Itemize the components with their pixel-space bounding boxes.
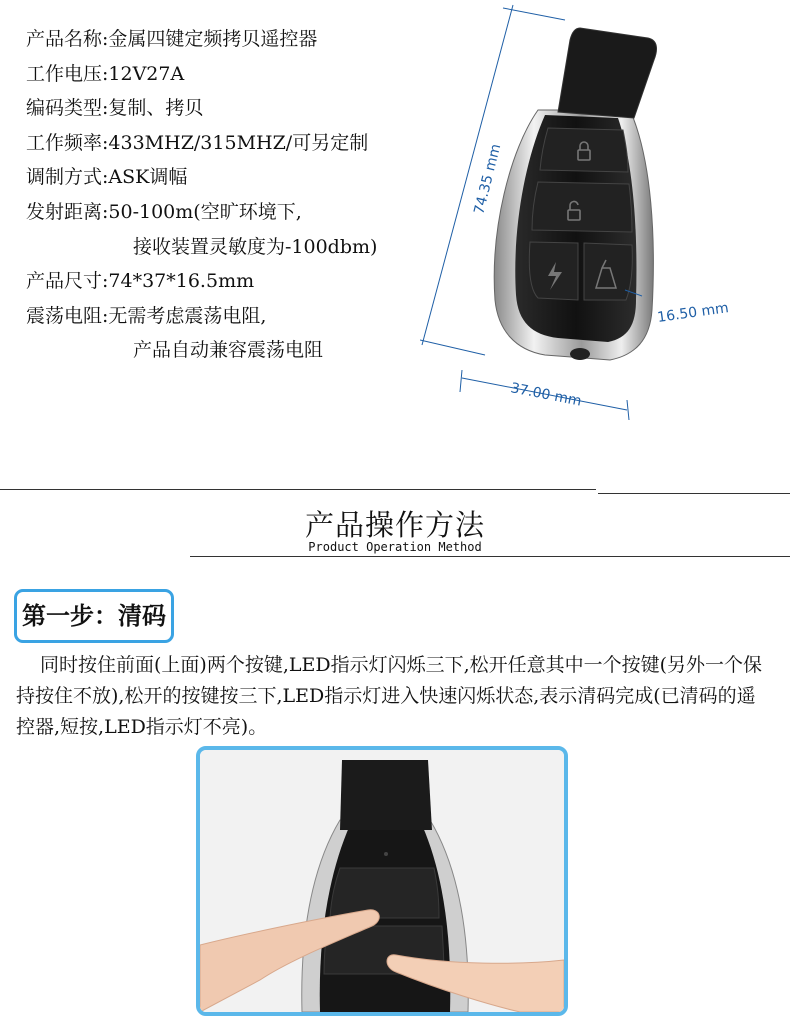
- spec-row-continuation: [26, 230, 456, 265]
- spec-value: 金属四键定频拷贝遥控器: [108, 28, 318, 50]
- spec-label: 产品尺寸:: [26, 270, 109, 293]
- step-1-badge: 第一步：清码: [14, 589, 174, 643]
- spec-label: 震荡电阻:: [26, 304, 109, 327]
- top-divider-right: [598, 493, 790, 494]
- spec-row: [26, 126, 456, 161]
- spec-row: [26, 22, 456, 57]
- title-underline: [190, 556, 790, 557]
- spec-value: 无需考虑震荡电阻,: [108, 304, 267, 327]
- spec-value: 12V27A: [108, 62, 185, 85]
- led-indicator-icon: [384, 852, 388, 856]
- spec-label: 工作频率:: [26, 131, 109, 154]
- height-dimension-label: 74.35 mm: [471, 142, 505, 216]
- fob-hand-illustration: [200, 750, 564, 1012]
- key-ring-hole: [570, 348, 590, 360]
- width-dimension-label: 37.00 mm: [509, 380, 583, 410]
- spec-row: [26, 91, 456, 126]
- spec-value: 433MHZ/315MHZ/可另定制: [108, 131, 369, 154]
- photo-top-button: [330, 868, 439, 918]
- spec-row: [26, 57, 456, 92]
- spec-label: 调制方式:: [26, 166, 109, 189]
- spec-list: [26, 22, 456, 368]
- spec-value: ASK调幅: [108, 166, 188, 189]
- spec-value: 接收装置灵敏度为-100dbm): [133, 235, 378, 258]
- key-fob-dimension-diagram: [420, 0, 790, 460]
- spec-row-continuation: [26, 333, 456, 368]
- spec-label: 工作电压:: [26, 62, 109, 85]
- top-divider-left: [0, 489, 596, 490]
- spec-label: 产品名称:: [26, 28, 109, 50]
- step-1-instructions: 同时按住前面(上面)两个按键,LED指示灯闪烁三下,松开任意其中一个按键(另外一个保持按住不放),松开的按键按三下,LED指示灯进入快速闪烁状态,表示清码完成(已清码的遥控器,短按,LED指示灯不亮)。: [16, 654, 763, 738]
- fob-key-head: [558, 28, 656, 118]
- spec-value: 74*37*16.5mm: [108, 270, 255, 293]
- section-title: 产品操作方法: [304, 508, 485, 542]
- spec-row: [26, 160, 456, 195]
- spec-value: 50-100m(空旷环境下,: [108, 200, 302, 223]
- spec-row: [26, 195, 456, 230]
- spec-label: 编码类型:: [26, 97, 109, 120]
- photo-key-head: [340, 760, 432, 830]
- spec-label: 发射距离:: [26, 200, 109, 223]
- step-1-photo: [196, 746, 568, 1016]
- section-subtitle: Product Operation Method: [308, 540, 482, 554]
- spec-value: 产品自动兼容震荡电阻: [133, 339, 324, 362]
- spec-value: 复制、拷贝: [108, 97, 204, 120]
- panic-button: [584, 243, 632, 300]
- depth-dimension-label: 16.50 mm: [656, 300, 730, 326]
- spec-row: [26, 299, 456, 334]
- unlock-button: [532, 182, 632, 232]
- spec-row: [26, 264, 456, 299]
